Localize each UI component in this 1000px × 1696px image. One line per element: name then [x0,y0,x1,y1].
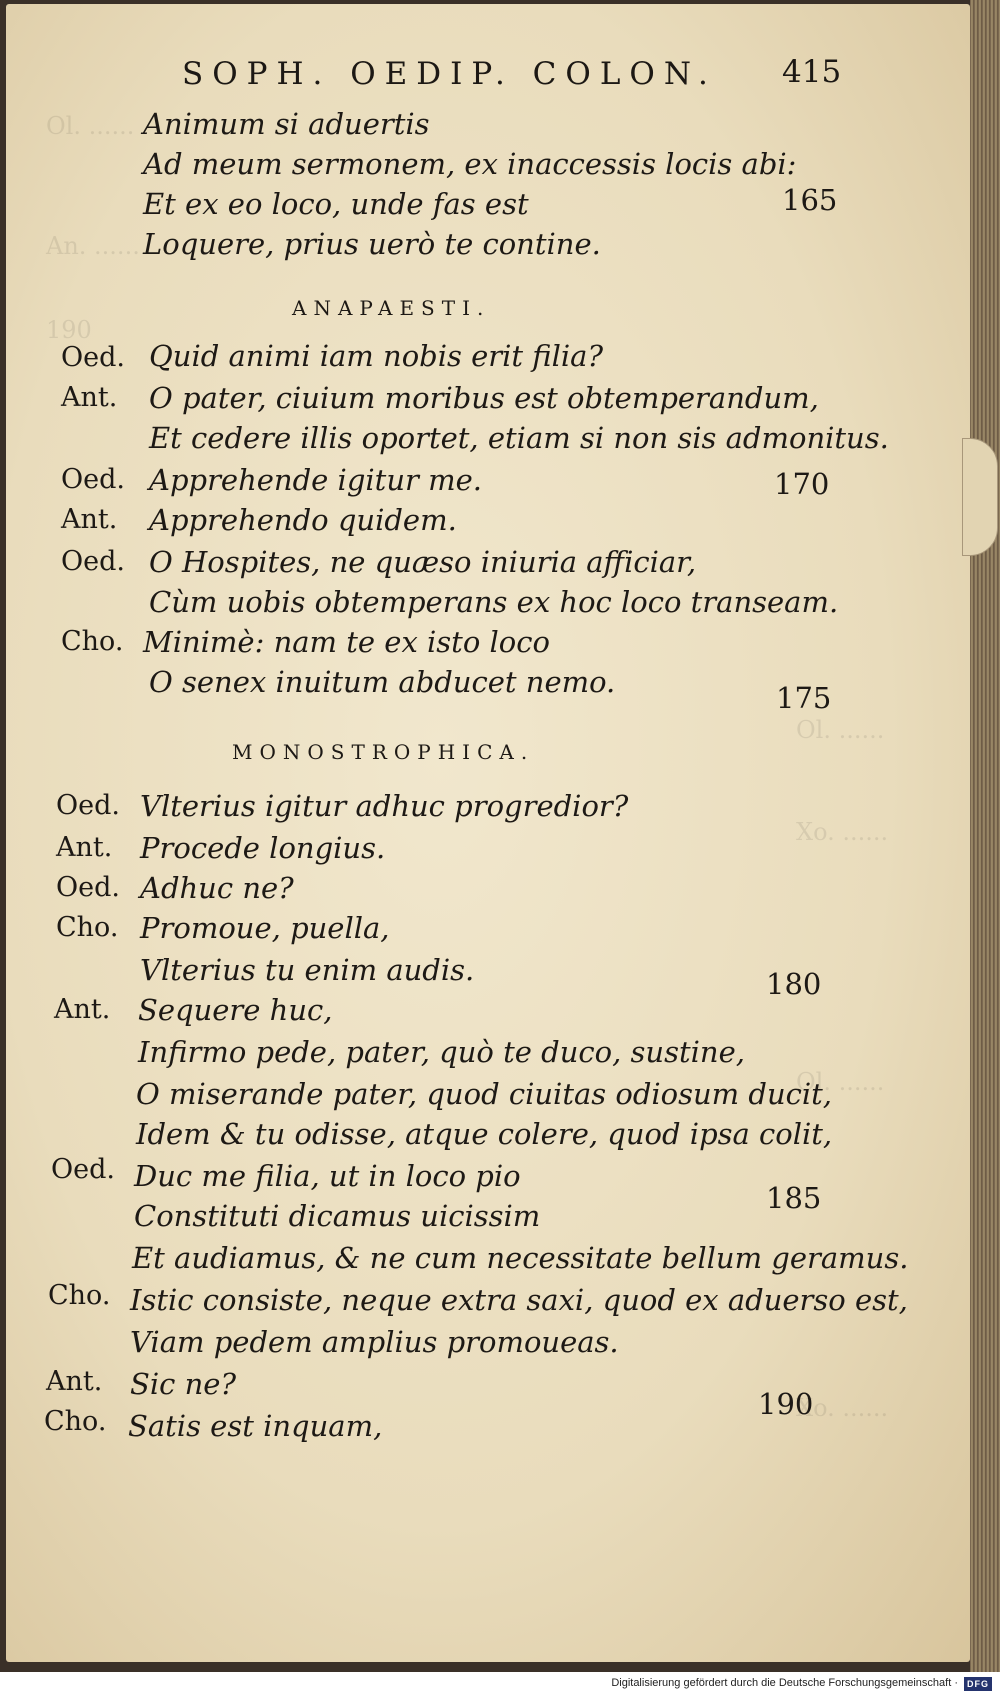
show-through-text: An. ...... [46,232,140,260]
verse-line: Cùm uobis obtemperans ex hoc loco transeam. [149,585,839,619]
verse-line: Procede longius. [140,831,386,865]
verse-line: Promoue, puella, [140,911,390,945]
verse-line: Adhuc ne? [140,871,294,905]
speaker-label: Ant. [54,994,111,1025]
verse-line: Et cedere illis oportet, etiam si non sis admonitus. [149,421,889,455]
verse-line: Apprehende igitur me. [149,463,482,497]
speaker-label: Oed. [51,1154,115,1185]
verse-line: Sequere huc, [138,993,333,1027]
line-number: 185 [766,1181,822,1215]
speaker-label: Oed. [56,790,120,821]
verse-line: Sic ne? [130,1367,236,1401]
speaker-label: Ant. [61,504,118,535]
verse-line: Constituti dicamus uicissim [134,1199,541,1233]
verse-line: Infirmo pede, pater, quò te duco, sustine, [138,1035,745,1069]
section-heading-monostrophica: MONOSTROPHICA. [232,740,535,764]
speaker-label: Ant. [56,832,113,863]
speaker-label: Cho. [56,912,119,943]
funding-credit: Digitalisierung gefördert durch die Deutsche Forschungsgemeinschaft · [611,1677,958,1689]
dfg-logo-icon: DFG [964,1677,992,1691]
running-head: SOPH. OEDIP. COLON. [182,56,717,92]
line-number: 180 [766,967,822,1001]
show-through-text: Xo. ...... [796,818,889,846]
page-tab-marker [962,438,998,556]
speaker-label: Cho. [44,1406,107,1437]
speaker-label: Oed. [61,464,125,495]
verse-line: O senex inuitum abducet nemo. [149,665,616,699]
page-number: 415 [782,54,842,90]
book-page [6,4,970,1662]
verse-line: Viam pedem amplius promoueas. [130,1325,619,1359]
speaker-label: Cho. [61,626,124,657]
verse-line: Et ex eo loco, unde fas est [143,187,529,221]
verse-line: Idem & tu odisse, atque colere, quod ipsa colit, [136,1117,833,1151]
show-through-text: Xo. ...... [796,1394,889,1422]
verse-line: Vlterius tu enim audis. [140,953,475,987]
footer-bar [0,1672,1000,1696]
verse-line: Duc me filia, ut in loco pio [134,1159,521,1193]
line-number: 165 [782,183,838,217]
show-through-text: 190 [46,316,92,344]
verse-line: Quid animi iam nobis erit filia? [149,339,604,373]
line-number: 190 [758,1387,814,1421]
verse-line: O pater, ciuium moribus est obtemperandum, [149,381,819,415]
speaker-label: Oed. [56,872,120,903]
verse-line: Vlterius igitur adhuc progredior? [140,789,629,823]
section-heading-anapaesti: ANAPAESTI. [292,296,491,320]
verse-line: O Hospites, ne quæso iniuria afficiar, [149,545,697,579]
verse-line: Et audiamus, & ne cum necessitate bellum geramus. [132,1241,909,1275]
show-through-text: Ol. ...... [796,1068,885,1096]
speaker-label: Ant. [61,382,118,413]
verse-line: Minimè: nam te ex isto loco [143,625,550,659]
verse-line: Ad meum sermonem, ex inaccessis locis abi: [143,147,797,181]
verse-line: Istic consiste, neque extra saxi, quod ex aduerso est, [130,1283,908,1317]
speaker-label: Oed. [61,546,125,577]
line-number: 175 [776,681,832,715]
book-fore-edge [970,0,1000,1672]
verse-line: O miserande pater, quod ciuitas odiosum ducit, [136,1077,833,1111]
line-number: 170 [774,467,830,501]
show-through-text: Ol. ...... [796,716,885,744]
show-through-text: Ol. ...... [46,112,135,140]
verse-line: Apprehendo quidem. [149,503,457,537]
speaker-label: Cho. [48,1280,111,1311]
speaker-label: Oed. [61,342,125,373]
verse-line: Animum si aduertis [143,107,430,141]
speaker-label: Ant. [46,1366,103,1397]
verse-line: Satis est inquam, [128,1409,383,1443]
verse-line: Loquere, prius uerò te contine. [143,227,601,261]
